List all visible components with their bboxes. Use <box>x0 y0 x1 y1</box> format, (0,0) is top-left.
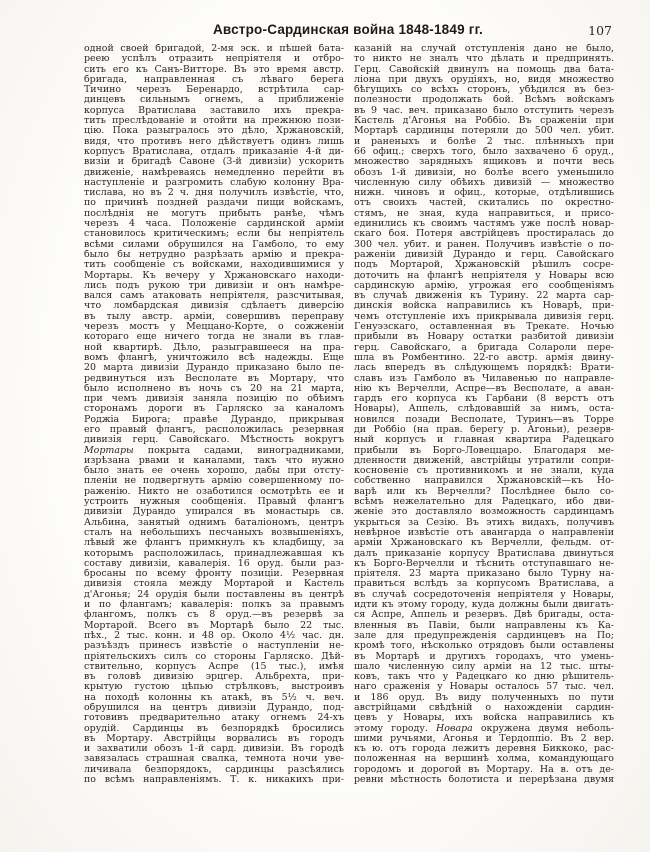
text-line: пріятеля. 23 марта приказано было Турну на- <box>354 569 614 580</box>
text-line: обрушился на центръ дивизіи Дурандо, под- <box>84 703 344 713</box>
text-line: его правый флангъ, расположилась резервная <box>84 424 344 435</box>
text-line: чемъ отступленіе ихъ прикрывала дивизія герц. <box>354 311 614 322</box>
text-line: ди Роббіо (на прав. берегу р. Агоньи), резерв- <box>354 424 614 435</box>
text-line: тить сообщеніе съ войсками, находившимися у <box>84 260 344 271</box>
text-line: бросаны по всему фронту позиціи. Резервная <box>84 569 344 580</box>
text-line: черезъ 4 часа. Положеніе сардинской арміи <box>84 219 344 230</box>
text-line: арміи Хржановскаго къ Верчелли, фельдм. от- <box>354 538 614 549</box>
text-line: гардъ его корпуса къ Гарбани (8 верстъ отъ <box>354 394 614 405</box>
text-line: по причинѣ поздней раздачи пищи войскамъ, <box>84 198 344 209</box>
text-line: раженію. Никто не озаботился осмотрѣть ее и <box>84 486 344 497</box>
text-line: доточить на флангѣ непріятеля у Новары всю <box>354 270 614 281</box>
text-line: орудій. Сардинцы въ безпорядкѣ бросились <box>84 723 344 734</box>
text-line: лась впередъ въ слѣдующемъ порядкѣ: Врати- <box>354 363 614 374</box>
text-line: то никто не зналъ что дѣлать и предпринять. <box>354 54 614 65</box>
text-line: корпуса Вратислава заставило ихъ прекра- <box>84 105 344 116</box>
text-line: косновеніе съ противникомъ и не знали, куда <box>354 466 614 477</box>
text-line: раженіи дивизій Дурандо и герц. Савойскаго <box>354 249 614 260</box>
text-line: пѣх., 2 тыс. конн. и 48 ор. Около 4½ час. дн. <box>84 630 344 641</box>
text-line: сить его къ Санъ-Витторе. Въ это время австр. <box>84 64 344 75</box>
text-line: Мортарѣ сардинцы потеряли до 500 чел. убит. <box>354 126 614 137</box>
text-line: ной квартирѣ. Дѣло, разыгравшееся на пра- <box>84 342 344 353</box>
text-line: кромѣ того, нѣсколько отрядовъ были оставлены <box>354 641 614 652</box>
text-line: ствительно, корпусъ Аспре (15 тыс.), имѣя <box>84 661 344 672</box>
text-line: устроить нужныя сообщенія. Правый флангъ <box>84 497 344 508</box>
text-line: всѣмъ нежелательно для Радецкаго, ибо дви- <box>354 497 614 508</box>
text-line: къ Борго-Верчелли и тѣснить отступавшаго не- <box>354 558 614 569</box>
text-line: составу дивизіи, кавалерія. 16 оруд. были раз- <box>84 558 344 569</box>
text-line: 20 марта дивизіи Дурандо приказано было пе- <box>84 363 344 374</box>
text-line: Тичино черезъ Беренардо, встрѣтила сар- <box>84 85 344 96</box>
text-line: тить преслѣдованіе и отойти на прежнюю пози- <box>84 116 344 127</box>
text-line: этому городу. Новара окружена двумя неболь- <box>354 723 614 734</box>
text-line: дленности движеній, австрійцы утратили сопри- <box>354 455 614 466</box>
text-line: и 186 оруд. Въ виду полученныхъ по пути <box>354 692 614 703</box>
text-line: готовивъ предварительно атаку огнемъ 24-хъ <box>84 713 344 724</box>
text-line: было знать ее очень хорошо, дабы при отсту- <box>84 466 344 477</box>
text-line: дивизія стояла между Мортарой и Кастель <box>84 579 344 590</box>
text-line: вомъ флангѣ, уничтожило всѣ надежды. Еще <box>84 352 344 363</box>
text-line: Мортарой. Всего въ Мортарѣ было 22 тыс. <box>84 620 344 631</box>
text-line: пріятельскихъ силъ со стороны Гарляско. Дѣй- <box>84 651 344 662</box>
text-line: одной своей бригадой, 2-мя эск. и пѣшей бата- <box>84 44 344 54</box>
text-line: шими ручьями, Агонья и Тердоппіо. Въ 2 вер. <box>354 733 614 744</box>
text-line: Мортары покрыта садами, виноградниками, <box>84 445 344 456</box>
page-number: 107 <box>588 23 612 38</box>
text-line: въ Мортару. Австрійцы ворвались въ городъ <box>84 733 344 744</box>
column-left <box>84 44 344 785</box>
text-line: визіи и бригадѣ Савоне (3-й дивизіи) ускорить <box>84 157 344 168</box>
text-line: Герц. Савойскій двинулъ на помощь два бата- <box>354 64 614 75</box>
text-line: Новары), Аппель, слѣдовавшій за нимъ, оста- <box>354 404 614 415</box>
text-line: дивизіи Дурандо упирался въ монастырь св. <box>84 507 344 518</box>
text-line: при чемъ дивизія заняла позицію по обѣимъ <box>84 394 344 405</box>
text-line: нію къ Верчелли, Аспре—въ Весполате, а аван- <box>354 383 614 394</box>
text-line: и по флангамъ; кавалерія: полкъ за правымъ <box>84 600 344 611</box>
text-line: городомъ и дорогой въ Мортару. На в. отъ де- <box>354 764 614 775</box>
text-line: наступленіе и разгромить слабую колонну Вра- <box>84 177 344 188</box>
text-line: всѣми силами обрушился на Гамболо, то ему <box>84 239 344 250</box>
text-line: которымъ расположилась, принадлежавшая къ <box>84 548 344 559</box>
text-line: редвинуться изъ Весполате въ Мортару, что <box>84 373 344 384</box>
text-line: и раненыхъ и болѣе 2 тыс. плѣнныхъ при <box>354 136 614 147</box>
text-line: пленіи не подвергнуть армію совершенному по- <box>84 476 344 487</box>
text-line: полезности продолжать бой. Всѣмъ войскамъ <box>354 95 614 106</box>
text-line: стямъ, не зная, куда направиться, и присо- <box>354 208 614 219</box>
text-line: въ случаѣ движенія къ Турину. 22 марта сар- <box>354 291 614 302</box>
text-line: въ головѣ дивизію эрцгер. Альбрехта, при- <box>84 672 344 683</box>
text-line: численную силу обѣихъ дивизій — множество <box>354 177 614 188</box>
text-line: 300 чел. убит. и ранен. Получивъ извѣстіе о по- <box>354 239 614 250</box>
text-line: динскія войска направились къ Новарѣ, при- <box>354 301 614 312</box>
text-line: 66 офиц.; сверхъ того, было захвачено 6 оруд., <box>354 146 614 157</box>
text-line: прибыли въ Новару остатки разбитой дивизіи <box>354 332 614 343</box>
text-line: въ 9 час. веч. приказано было отступить черезъ <box>354 105 614 116</box>
text-line: видя, что противъ него дѣйствуетъ одинъ лишь <box>84 136 344 147</box>
text-line: въ Мортарѣ и другихъ городахъ, что умень- <box>354 651 614 662</box>
text-line: на походѣ колонны къ атакѣ, въ 5½ ч. веч. <box>84 692 344 703</box>
text-line: наго сраженія у Новары осталось 57 тыс. чел. <box>354 682 614 693</box>
text-line: бригада, направленная съ лѣваго берега <box>84 74 344 85</box>
text-line: становилось критическимъ; если бы непріятель <box>84 229 344 240</box>
text-line: дивизія герц. Савойскаго. Мѣстность вокругъ <box>84 435 344 446</box>
text-line: отъ своихъ частей, скитались по окрестно- <box>354 198 614 209</box>
text-line: Альбина, занятый однимъ баталіономъ, центръ <box>84 517 344 528</box>
text-line: положенная на вершинѣ холма, командующаго <box>354 754 614 765</box>
text-line: обозъ 1-й дивизіи, но болѣе всего уменьшило <box>354 167 614 178</box>
text-line: по всѣмъ направленіямъ. Т. к. никакихъ при- <box>84 775 344 786</box>
text-line: собственно направился Хржановскій—къ Но- <box>354 476 614 487</box>
text-line: славъ изъ Гамболо въ Чилавенью по направле- <box>354 373 614 384</box>
text-line: въ тылу австр. арміи, совершивъ переправу <box>84 311 344 322</box>
text-line: вался самъ атаковать непріятеля, разсчитывая, <box>84 291 344 302</box>
text-line: ревни мѣстность болотиста и перерѣзана двумя <box>354 775 614 786</box>
text-line: женіе это доставляло возможность сардинцамъ <box>354 507 614 518</box>
text-line: сторонамъ дороги въ Гарляско за каналомъ <box>84 404 344 415</box>
text-line: крытую густою цѣпью стрѣлковъ, выстроивъ <box>84 682 344 693</box>
text-line: идти къ этому городу, куда должны были двигать- <box>354 600 614 611</box>
text-line: казаній на случай отступленія дано не было, <box>354 44 614 54</box>
column-right <box>354 44 614 785</box>
text-line: движеніе, намѣреваясь немедленно перейти въ <box>84 167 344 178</box>
text-line: сардинскую армію, угрожая его сообщеніямъ <box>354 280 614 291</box>
text-line: д'Агонья; 24 орудія были поставлены въ центрѣ <box>84 589 344 600</box>
text-line: динцевъ сильнымъ огнемъ, а приближеніе <box>84 95 344 106</box>
text-line: единились къ своимъ частямъ уже послѣ новар- <box>354 219 614 230</box>
text-line: сталъ на небольшихъ песчаныхъ возвышеніяхъ, <box>84 527 344 538</box>
text-line: невѣрное извѣстіе отъ авангарда о направленіи <box>354 527 614 538</box>
text-line: шла въ Ромбентино. 22-го австр. армія двину- <box>354 352 614 363</box>
text-line: скаго боя. Потеря австрійцевъ простиралась до <box>354 229 614 240</box>
text-line: изрѣзана рвами и каналами, такъ что нужно <box>84 455 344 466</box>
text-line: австрійцами свѣдѣній о нахожденіи сардин- <box>354 703 614 713</box>
text-line: шало численную силу арміи на 12 тыс. шты- <box>354 661 614 672</box>
text-line: корпусъ Вратислава, отдалъ приказаніе 4-й ди- <box>84 146 344 157</box>
text-line: подъ Мортарой, Хржановскій рѣшилъ сосре- <box>354 260 614 271</box>
text-line: въ случаѣ сосредоточенія непріятеля у Новары, <box>354 589 614 600</box>
text-line: новился позади Весполате, Туринъ—въ Торре <box>354 414 614 425</box>
text-line: герц. Савойскаго, а бригада Солароли пере- <box>354 342 614 353</box>
text-line: цію. Пока разыгралось это дѣло, Хржановскій, <box>84 126 344 137</box>
text-line: ковъ, такъ что у Радецкаго ко дню рѣшитель- <box>354 672 614 683</box>
text-line: ліона при двухъ орудіяхъ, но, видя множество <box>354 74 614 85</box>
text-line: послѣднія не могутъ прибыть ранѣе, чѣмъ <box>84 208 344 219</box>
text-line: Мортары. Къ вечеру у Хржановскаго находи- <box>84 270 344 281</box>
text-line: нижн. чиновъ и офиц., которые, отдѣлившись <box>354 188 614 199</box>
text-line: Генуэзскаго, оставленная въ Трекате. Ночью <box>354 322 614 333</box>
text-line: Роджіа Бирога; правѣе Дурандо, прикрывая <box>84 414 344 425</box>
text-line: что ломбардская дивизія сдѣлаетъ диверсію <box>84 301 344 312</box>
text-line: укрыться за Сезію. Въ этихъ видахъ, получивъ <box>354 517 614 528</box>
text-line: тислава, но въ 2 ч. дня получилъ извѣстіе, что, <box>84 188 344 199</box>
text-line: бѣгущихъ со всѣхъ сторонъ, убѣдился въ без- <box>354 85 614 96</box>
text-line: ся Аспре, Аппель и резервъ. Двѣ бригады, оста- <box>354 610 614 621</box>
text-line: далъ приказаніе корпусу Вратислава двинуться <box>354 548 614 559</box>
text-line: зале для предупрежденія сардинцевъ на По; <box>354 630 614 641</box>
text-line: разъѣздъ принесъ извѣстіе о наступленіи не- <box>84 641 344 652</box>
text-line: ный корпусъ и главная квартира Радецкаго <box>354 435 614 446</box>
text-line: черезъ мостъ у Меццано-Корте, о сожженіи <box>84 322 344 333</box>
text-line: къ ю. отъ города лежитъ деревня Биккоко, рас- <box>354 744 614 755</box>
running-header: Австро-Сардинская война 1848-1849 гг. <box>212 22 483 37</box>
text-line: правиться вслѣдъ за корпусомъ Вратислава, а <box>354 579 614 590</box>
text-line: реею успѣлъ отразить непріятеля и отбро- <box>84 54 344 65</box>
text-columns <box>84 44 614 785</box>
text-line: завязалась страшная свалка, темнота ночи уве- <box>84 754 344 765</box>
text-line: множество зарядныхъ ящиковъ и почти весь <box>354 157 614 168</box>
text-line: лись подъ рукою три дивизіи и онъ намѣре- <box>84 280 344 291</box>
text-line: вленныя въ Павіи, были направлены къ Ка- <box>354 620 614 631</box>
text-line: котораго еще ничего тогда не знали въ глав- <box>84 332 344 343</box>
text-line: варѣ или къ Верчелли? Послѣднее было со- <box>354 486 614 497</box>
text-line: и захватили обозъ 1-й сард. дивизіи. Въ городѣ <box>84 744 344 755</box>
text-line: цевъ у Новары, ихъ войска направились къ <box>354 713 614 724</box>
text-line: прибыли въ Борго-Ловеццаро. Благодаря ме- <box>354 445 614 456</box>
text-line: флангомъ, полкъ съ 8 оруд.—въ резервѣ за <box>84 610 344 621</box>
text-line: было бы нетрудно разрѣзать армію и прекра- <box>84 249 344 260</box>
text-line: было исполнено въ ночь съ 20 на 21 марта, <box>84 383 344 394</box>
text-line: лѣвый же флангъ примкнулъ къ кладбищу, за <box>84 538 344 549</box>
text-line: личивала безпорядокъ, сардинцы разсѣялись <box>84 764 344 775</box>
text-line: Кастель д'Агонья на Роббіо. Въ сраженіи при <box>354 116 614 127</box>
